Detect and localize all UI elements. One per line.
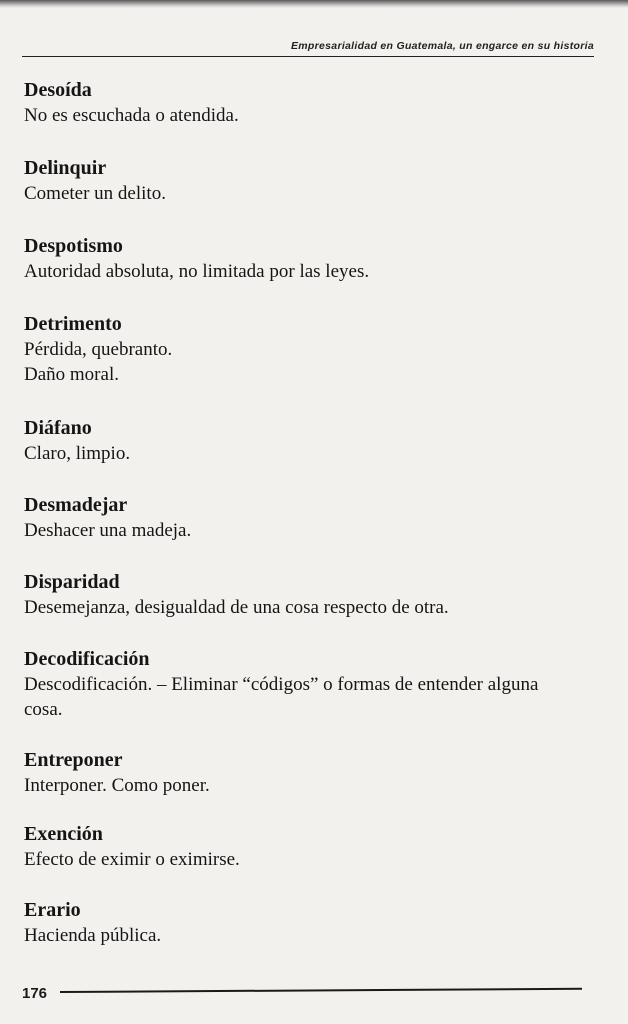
entry-definition-line: cosa. [24,699,63,720]
entry-definition-line: Interponer. Como poner. [24,775,210,796]
entry-term: Decodificación [24,648,150,670]
glossary-entry [24,234,599,284]
entry-definition-line: Hacienda pública. [24,925,162,946]
glossary-entry [24,312,599,387]
glossary-entry [24,898,599,948]
entry-term: Exención [24,823,103,845]
entry-term: Entreponer [24,749,123,771]
entry-definition-line: Efecto de eximir o eximirse. [24,849,240,870]
entry-term: Detrimento [24,313,122,335]
entry-definition-line: Pérdida, quebranto. [24,339,173,360]
entry-term: Delinquir [24,157,107,179]
entry-definition-line: Desemejanza, desigualdad de una cosa respecto de otra. [24,597,449,618]
page-number: 176 [22,985,48,1002]
header-rule [22,56,594,57]
entry-definition-line: Deshacer una madeja. [24,520,192,541]
glossary-entry [24,748,599,798]
page-edge-shadow [0,0,628,8]
glossary-entry [24,822,599,872]
entry-term: Desoída [24,79,92,101]
glossary-entry [24,570,599,620]
glossary-entry [24,493,599,543]
entry-term: Despotismo [24,235,123,257]
entry-term: Disparidad [24,571,120,593]
entry-term: Desmadejar [24,494,128,516]
entry-term: Erario [24,899,81,921]
glossary-entry [24,78,599,128]
footer-rule [60,988,582,993]
entry-definition-line: Autoridad absoluta, no limitada por las leyes. [24,261,370,282]
running-head: Empresarialidad en Guatemala, un engarce en su historia [290,40,594,52]
entry-definition-line: Daño moral. [24,364,119,385]
entry-definition-line: Claro, limpio. [24,443,131,464]
glossary-entry [24,647,599,722]
entry-definition-line: Descodificación. – Eliminar “códigos” o formas de entender alguna [24,674,539,695]
entry-definition-line: Cometer un delito. [24,183,166,204]
glossary-entry [24,416,599,466]
entry-term: Diáfano [24,417,92,439]
glossary-entry [24,156,599,206]
entry-definition-line: No es escuchada o atendida. [24,105,239,126]
